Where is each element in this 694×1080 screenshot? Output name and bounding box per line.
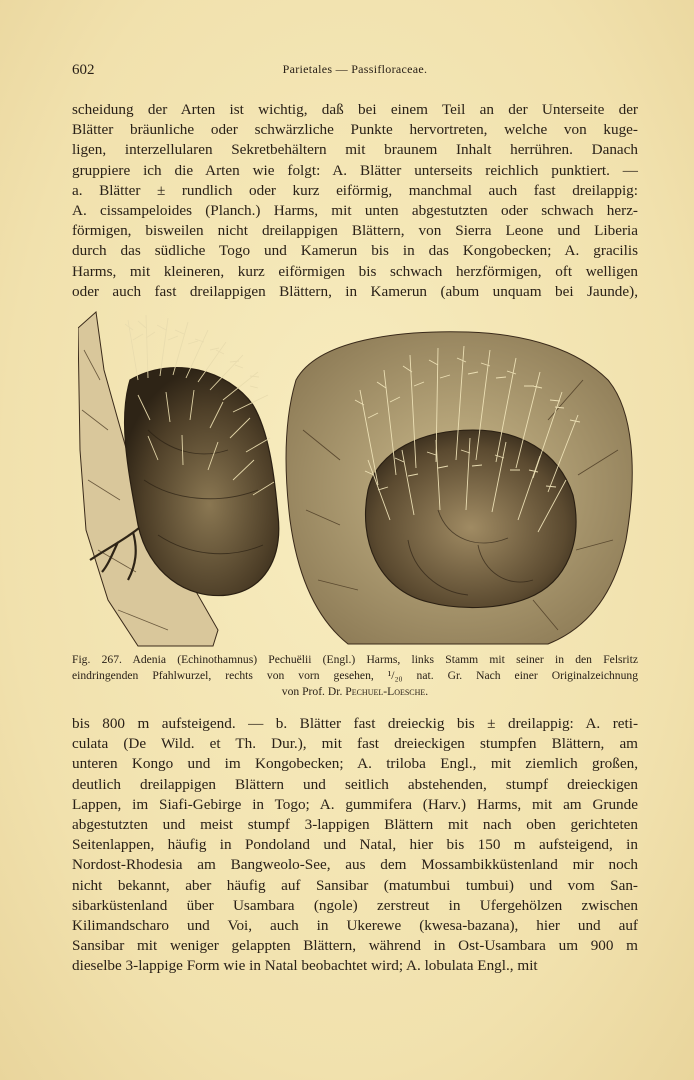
running-title: Parietales — Passifloraceae. (282, 62, 428, 76)
text-line: a. Blätter ± rundlich oder kurz eiförmig, manchmal auch fast dreilappig: (72, 181, 638, 199)
caption-line (72, 684, 638, 700)
left-plant-drawing (78, 312, 279, 646)
text-line: dieselbe 3-lappige Form wie in Natal beobachtet wird; A. lobulata Engl., mit (72, 957, 538, 975)
text-line: ligen, interzellularen Sekretbehältern mit braunem Inhalt herrühren. Danach (72, 141, 638, 159)
paragraph-top (72, 100, 638, 302)
text-line: A. cissampeloides (Planch.) Harms, mit unten abgestutzten oder schwach herz- (72, 202, 638, 220)
text-line: bis 800 m aufsteigend. — b. Blätter fast dreieckig bis ± dreilappig: A. reti- (72, 715, 638, 732)
paragraph-bottom (72, 714, 638, 977)
text-line: förmigen, bisweilen nicht dreilappigen Blättern, von Sierra Leone und Liberia (72, 222, 638, 240)
text-line: deutlich dreilappigen Blättern und seitlich abstehenden, stumpf dreieckigen (72, 775, 638, 793)
page-header (72, 62, 638, 80)
text-line: durch das südliche Togo und Kamerun bis in das Kongobecken; A. gracilis (72, 242, 638, 260)
text-line: oder auch fast dreilappigen Blättern, in Kamerun (abum unquam bei Jaunde), (72, 282, 638, 300)
text-line: culata (De Wild. et Th. Dur.), mit fast dreieckigen stumpfen Blättern, am (72, 735, 638, 753)
page-number: 602 (72, 62, 95, 78)
text-line: nicht bekannt, aber häufig auf Sansibar (matumbui tumbui) und vom San- (72, 876, 638, 894)
text-line: Seitenlappen, häufig in Pondoland und Natal, hier bis 150 m aufsteigend, in (72, 836, 638, 854)
right-plant-drawing (286, 332, 632, 644)
text-line: sibarküstenland über Usambara (ngole) zerstreut in Ufergehölzen zwischen (72, 896, 638, 914)
text-line: Nordost-Rhodesia am Bangweolo-See, aus dem Mossambikküstenland mir noch (72, 856, 638, 874)
caption-line: Fig. 267. Adenia (Echinothamnus) Pechuëlii (Engl.) Harms, links Stamm mit seiner in den Felsritz (72, 653, 638, 666)
text-line: Blätter bräunliche oder schwärzliche Punkte hervortreten, welche von kuge- (72, 121, 638, 139)
caption-credit-name: Pechuel-Loesche. (345, 685, 429, 698)
text-line: scheidung der Arten ist wichtig, daß bei einem Teil an der Unterseite der (72, 101, 638, 118)
text-line: Sansibar mit weniger gelappten Blättern, während in Ost-Usambara um 900 m (72, 937, 638, 955)
text-line: Harms, mit kleineren, kurz eiförmigen bis schwach herzförmigen, oft welligen (72, 262, 638, 280)
figure-caption (72, 652, 638, 700)
figure-illustration (78, 310, 638, 648)
caption-line: eindringenden Pfahlwurzel, rechts von vorn gesehen, ¹/₂₀ nat. Gr. Nach einer Originalzeichnung (72, 669, 638, 682)
text-line: abgestutzten und meist stumpf 3-lappigen Blättern mit nach oben gerichteten (72, 816, 638, 834)
text-line: unteren Kongo und im Kongobecken; A. triloba Engl., mit ziemlich großen, (72, 755, 638, 773)
text-line: gruppiere ich die Arten wie folgt: A. Blätter unterseits reichlich punktiert. — (72, 161, 638, 179)
text-line: Kilimandscharo und Voi, auch in Ukerewe (kwesa-bazana), hier und auf (72, 917, 638, 935)
text-line: Lappen, im Siafi-Gebirge in Togo; A. gummifera (Harv.) Harms, mit am Grunde (72, 795, 638, 813)
caption-credit-prefix: von Prof. Dr. (281, 685, 346, 698)
